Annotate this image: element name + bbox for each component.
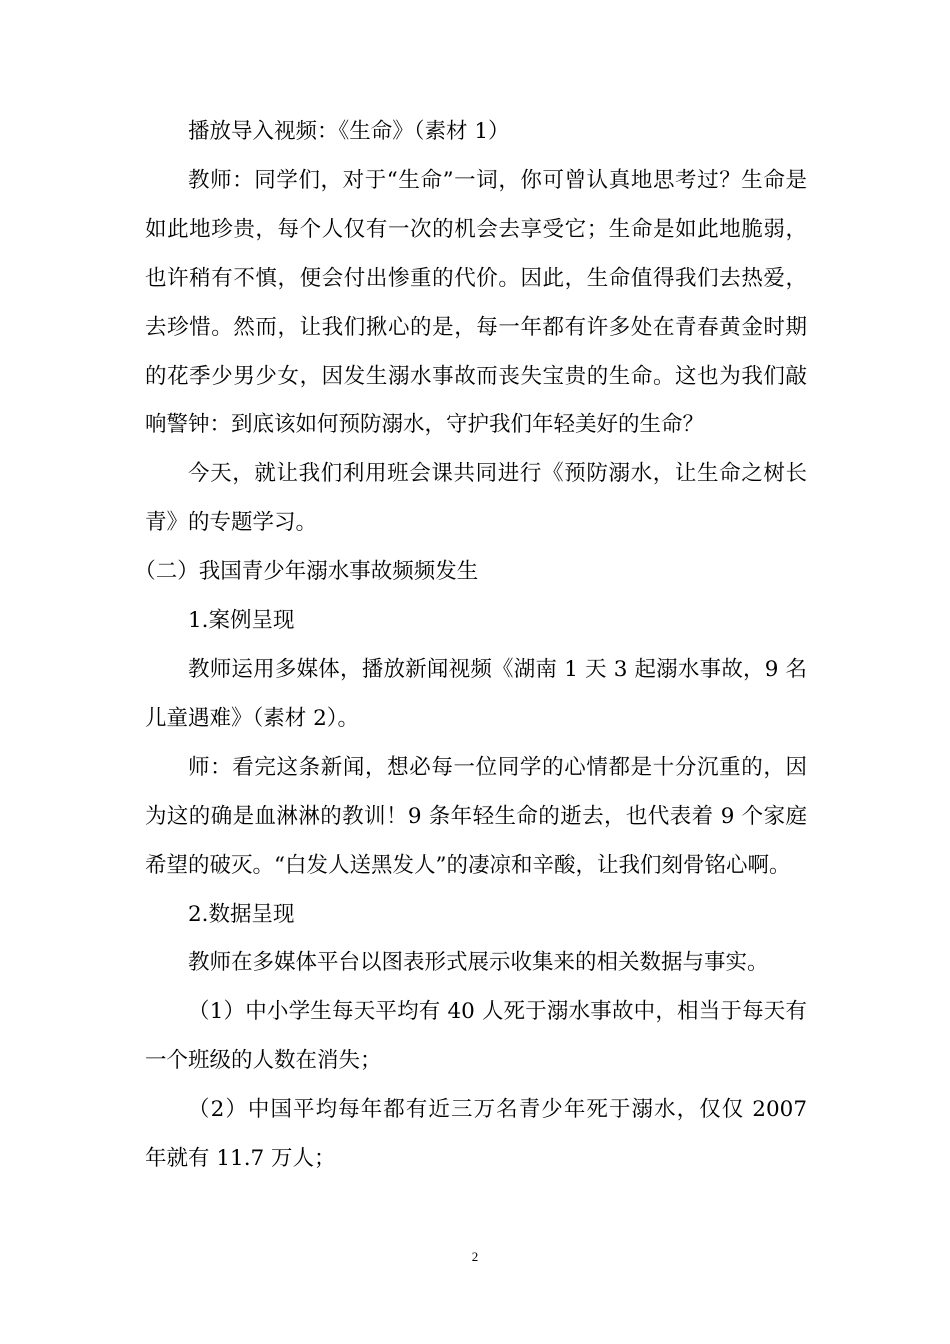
page-number: 2: [471, 1249, 479, 1264]
intro-video-line: 播放导入视频：《生命》（素材 1）: [188, 119, 510, 144]
subsection-data-heading: 2.数据呈现: [188, 901, 295, 927]
data-item-1: （1）中小学生每天平均有 40 人死于溺水事故中，相当于每天有一个班级的人数在消失；: [145, 999, 807, 1074]
case-teacher-paragraph: 师：看完这条新闻，想必每一位同学的心情都是十分沉重的，因为这的确是血淋淋的教训！9 条年轻生命的逝去，也代表着 9 个家庭希望的破灭。“白发人送黑发人”的凄凉和辛酸，让我们刻骨铭心啊。: [145, 754, 807, 878]
data-item-2: （2）中国平均每年都有近三万名青少年死于溺水，仅仅 2007 年就有 11.7 万人；: [145, 1097, 807, 1172]
data-intro-paragraph: 教师在多媒体平台以图表形式展示收集来的相关数据与事实。: [188, 950, 769, 976]
section-heading: （二）我国青少年溺水事故频频发生: [134, 559, 479, 585]
case-news-paragraph: 教师运用多媒体，播放新闻视频《湖南 1 天 3 起溺水事故，9 名儿童遇难》（素材 2）。: [145, 656, 807, 731]
subsection-case-heading: 1.案例呈现: [188, 608, 295, 634]
teacher-intro-paragraph: 教师：同学们，对于“生命”一词，你可曾认真地思考过？生命是如此地珍贵，每个人仅有一次的机会去享受它；生命是如此地脆弱，也许稍有不慎，便会付出惨重的代价。因此，生命值得我们去热爱，去珍惜。然而，让我们揪心的是，每一年都有许多处在青春黄金时期的花季少男少女，因发生溺水事故而丧失宝贵的生命。这也为我们敲响警钟：到底该如何预防溺水，守护我们年轻美好的生命？: [145, 167, 807, 438]
document-body: [134, 108, 807, 1184]
today-topic-paragraph: 今天，就让我们利用班会课共同进行《预防溺水，让生命之树长青》的专题学习。: [145, 461, 807, 536]
